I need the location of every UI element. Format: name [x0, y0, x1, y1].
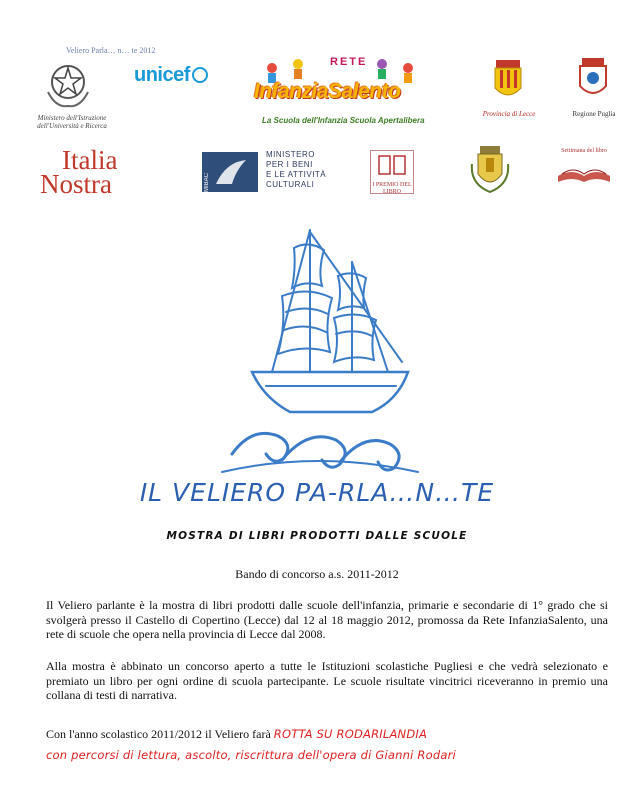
copertino-town-crest-icon [468, 144, 512, 196]
top-caption: Veliero Parla… n… te 2012 [66, 46, 156, 55]
rete-infanzia-salento-logo: InfanziaSalento [254, 80, 401, 103]
italia-nostra-line2: Nostra [40, 169, 112, 199]
puglia-caption: Regione Puglia [572, 110, 616, 118]
lecce-province-crest-icon [492, 58, 524, 102]
book-caption: Settimana del libro [561, 148, 607, 154]
mibac-emblem-icon [202, 152, 258, 192]
lecce-caption: Provincia di Lecce [482, 110, 536, 118]
mibac-line: PER I BENI [266, 160, 313, 169]
globe-icon [192, 67, 208, 83]
puglia-region-crest-icon [578, 58, 608, 100]
book-fair-icon [554, 150, 614, 188]
sailing-ship-illustration-icon [212, 222, 424, 478]
rotta-highlight: ROTTA SU RODARILANDIA [273, 727, 428, 741]
unicef-wordmark: unicef [134, 64, 190, 86]
mibac-line: E LE ATTIVITÀ [266, 170, 327, 179]
italia-nostra-line1: Italia [62, 145, 118, 175]
bando-heading: Bando di concorso a.s. 2011-2012 [235, 567, 399, 581]
paragraph-intro: Il Veliero parlante è la mostra di libri prodotti dalle scuole dell'infanzia, primarie e secondarie di 1° grado che si svolgerà presso il Castello di Copertino (Lecce) dal 12 al 18 maggio 2012, promossa da Rete InfanziaSalento, una rete di scuole che opera nella provincia di Lecce dal 2008. [46, 598, 608, 641]
open-book-icon [371, 151, 413, 181]
paragraph-rotta [46, 727, 608, 742]
italian-republic-emblem-icon [38, 56, 98, 112]
mibac-line: CULTURALI [266, 180, 315, 189]
paragraph-rodari: con percorsi di lettura, ascolto, riscrittura dell'opera di Gianni Rodari [46, 748, 456, 762]
rotta-lead-text: Con l'anno scolastico 2011/2012 il Veliero farà [46, 727, 274, 741]
premio-caption: I PREMIO DEL LIBRO [372, 182, 412, 195]
paragraph-contest: Alla mostra è abbinato un concorso aperto a tutte le Istituzioni scolastiche Pugliesi e che vedrà selezionato e premiato un libro per ogni ordine di scuola partecipante. Le scuole risultate vincitrici riceveranno in premio una collana di testi di narrativa. [46, 659, 608, 702]
page-subtitle: MOSTRA DI LIBRI PRODOTTI DALLE SCUOLE [166, 530, 468, 542]
mibac-line: MINISTERO [266, 150, 315, 159]
italia-nostra-logo [40, 145, 118, 199]
page-title: IL VELIERO PA-RLA…N…TE [139, 478, 495, 507]
mibac-badge: MIBAC [204, 172, 210, 192]
rete-word: RETE [330, 56, 368, 68]
rete-tagline: La Scuola dell'Infanzia Scuola Apertalibera [262, 116, 425, 125]
ministry-caption: Ministero dell'Istruzione dell'Università e Ricerca [37, 114, 107, 130]
mibac-text [266, 150, 326, 190]
unicef-logo [134, 64, 208, 87]
